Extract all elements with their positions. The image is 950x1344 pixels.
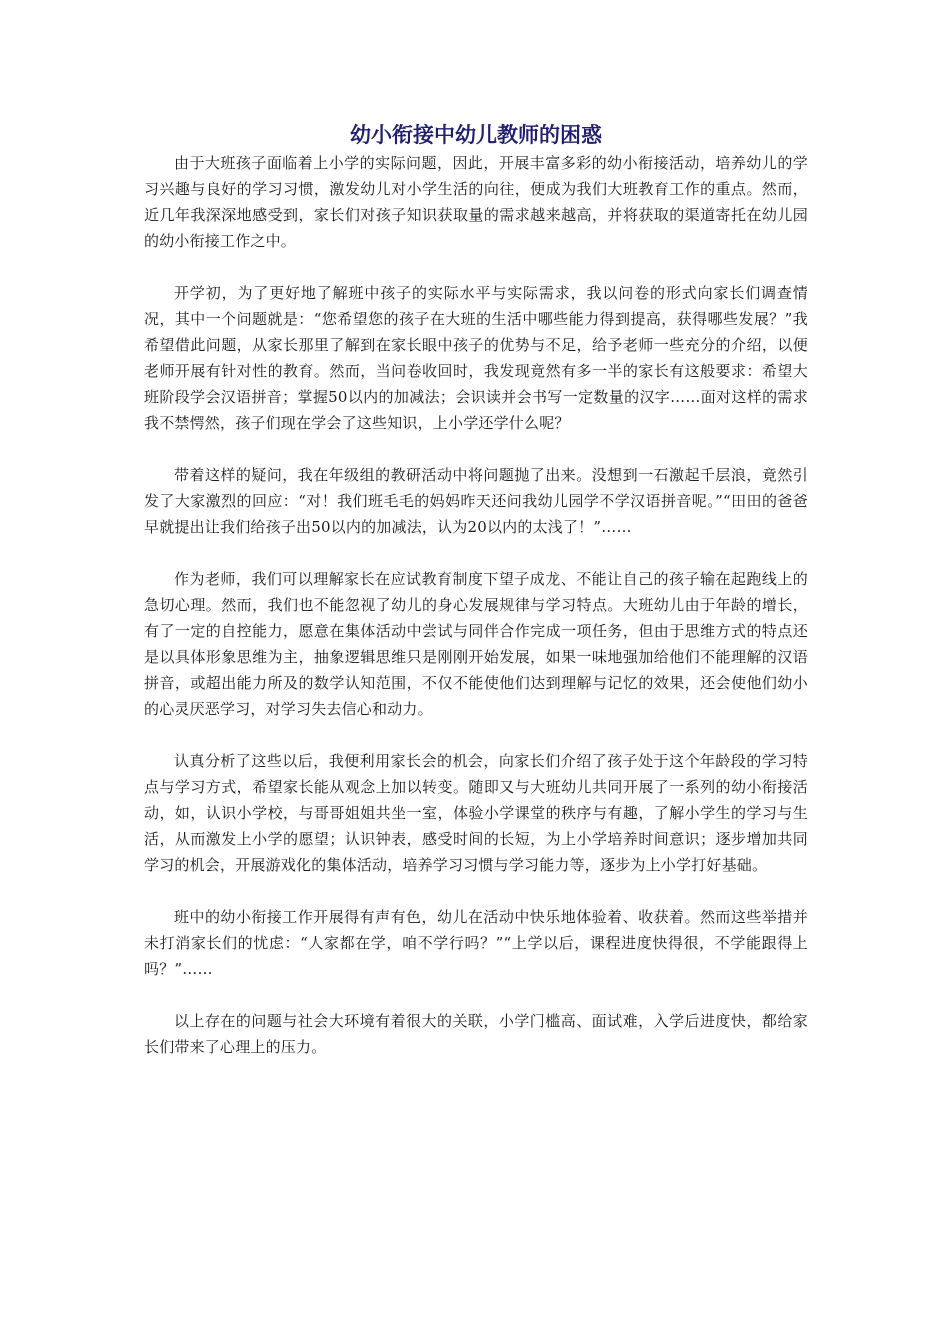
- paragraph-2: 开学初，为了更好地了解班中孩子的实际水平与实际需求，我以问卷的形式向家长们调查情况，其中一个问题就是：“您希望您的孩子在大班的生活中哪些能力得到提高，获得哪些发展？”我希望借此问题，从家长那里了解到在家长眼中孩子的优势与不足，给予老师一些充分的介绍，以便老师开展有针对性的教育。然而，当问卷收回时，我发现竟然有多一半的家长有这般要求：希望大班阶段学会汉语拼音；掌握50以内的加减法；会识读并会书写一定数量的汉字……面对这样的需求我不禁愕然，孩子们现在学会了这些知识，上小学还学什么呢？: [144, 284, 808, 432]
- paragraph-spacer: [144, 722, 808, 748]
- paragraph-4: 作为老师，我们可以理解家长在应试教育制度下望子成龙、不能让自己的孩子输在起跑线上的急切心理。然而，我们也不能忽视了幼儿的身心发展规律与学习特点。大班幼儿由于年龄的增长，有了一定的自控能力，愿意在集体活动中尝试与同伴合作完成一项任务，但由于思维方式的特点还是以具体形象思维为主，抽象逻辑思维只是刚刚开始发展，如果一味地强加给他们不能理解的汉语拼音，或超出能力所及的数学认知范围，不仅不能使他们达到理解与记忆的效果，还会使他们幼小的心灵厌恶学习，对学习失去信心和动力。: [144, 570, 808, 718]
- paragraph-spacer: [144, 982, 808, 1008]
- paragraph-1: 由于大班孩子面临着上小学的实际问题，因此，开展丰富多彩的幼小衔接活动，培养幼儿的学习兴趣与良好的学习习惯，激发幼儿对小学生活的向往，便成为我们大班教育工作的重点。然而，近几年我深深地感受到，家长们对孩子知识获取量的需求越来越高，并将获取的渠道寄托在幼儿园的幼小衔接工作之中。: [144, 154, 808, 250]
- paragraph-spacer: [144, 540, 808, 566]
- paragraph-spacer: [144, 878, 808, 904]
- paragraph-spacer: [144, 254, 808, 280]
- document-page: [144, 120, 808, 1060]
- paragraph-spacer: [144, 436, 808, 462]
- paragraph-7: 以上存在的问题与社会大环境有着很大的关联，小学门槛高、面试难，入学后进度快，都给家长们带来了心理上的压力。: [144, 1012, 808, 1056]
- document-title: 幼小衔接中幼儿教师的困惑: [350, 123, 602, 147]
- paragraph-3: 带着这样的疑问，我在年级组的教研活动中将问题抛了出来。没想到一石激起千层浪，竟然引发了大家激烈的回应：“对！我们班毛毛的妈妈昨天还问我幼儿园学不学汉语拼音呢。”“田田的爸爸早就提出让我们给孩子出50以内的加减法，认为20以内的太浅了！”……: [144, 466, 808, 536]
- paragraph-5: 认真分析了这些以后，我便利用家长会的机会，向家长们介绍了孩子处于这个年龄段的学习特点与学习方式，希望家长能从观念上加以转变。随即又与大班幼儿共同开展了一系列的幼小衔接活动，如，认识小学校，与哥哥姐姐共坐一室，体验小学课堂的秩序与有趣，了解小学生的学习与生活，从而激发上小学的愿望；认识钟表，感受时间的长短，为上小学培养时间意识；逐步增加共同学习的机会，开展游戏化的集体活动，培养学习习惯与学习能力等，逐步为上小学打好基础。: [144, 752, 808, 874]
- paragraph-6: 班中的幼小衔接工作开展得有声有色，幼儿在活动中快乐地体验着、收获着。然而这些举措并未打消家长们的忧虑：“人家都在学，咱不学行吗？”“上学以后，课程进度快得很，不学能跟得上吗？”……: [144, 908, 808, 978]
